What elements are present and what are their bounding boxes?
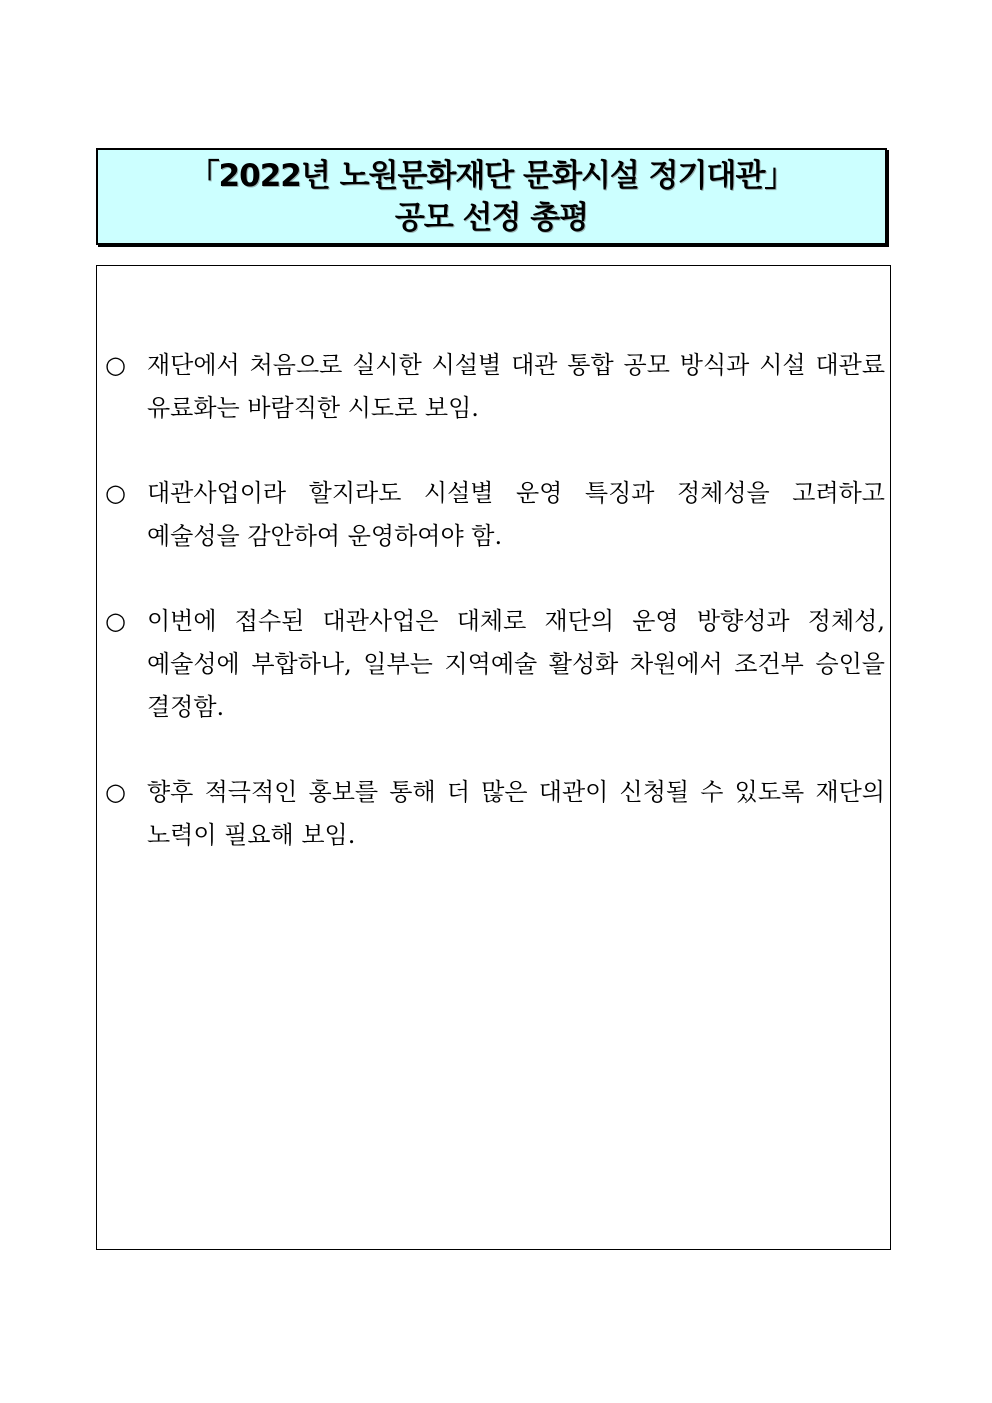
review-item-text: 대관사업이라 할지라도 시설별 운영 특징과 정체성을 고려하고 예술성을 감안하여 운영하여야 함. — [147, 479, 885, 550]
review-item-text: 향후 적극적인 홍보를 통해 더 많은 대관이 신청될 수 있도록 재단의 노력이 필요해 보임. — [147, 778, 885, 849]
title-box — [96, 148, 887, 245]
circle-bullet-icon: ○ — [105, 351, 126, 379]
review-item-text: 이번에 접수된 대관사업은 대체로 재단의 운영 방향성과 정체성, 예술성에 부합하나, 일부는 지역예술 활성화 차원에서 조건부 승인을 결정함. — [147, 607, 885, 721]
review-content-box — [96, 265, 891, 1250]
circle-bullet-icon: ○ — [105, 607, 126, 635]
circle-bullet-icon: ○ — [105, 479, 126, 507]
review-item-4 — [105, 771, 885, 857]
review-item-text: 재단에서 처음으로 실시한 시설별 대관 통합 공모 방식과 시설 대관료 유료화는 바람직한 시도로 보임. — [147, 351, 885, 422]
title-line-2: 공모 선정 총평 — [394, 199, 589, 236]
review-item-3 — [105, 600, 885, 729]
review-item-2 — [105, 472, 885, 558]
circle-bullet-icon: ○ — [105, 778, 126, 806]
title-line-1: 「2022년 노원문화재단 문화시설 정기대관」 — [188, 157, 795, 194]
review-item-1 — [105, 344, 885, 430]
